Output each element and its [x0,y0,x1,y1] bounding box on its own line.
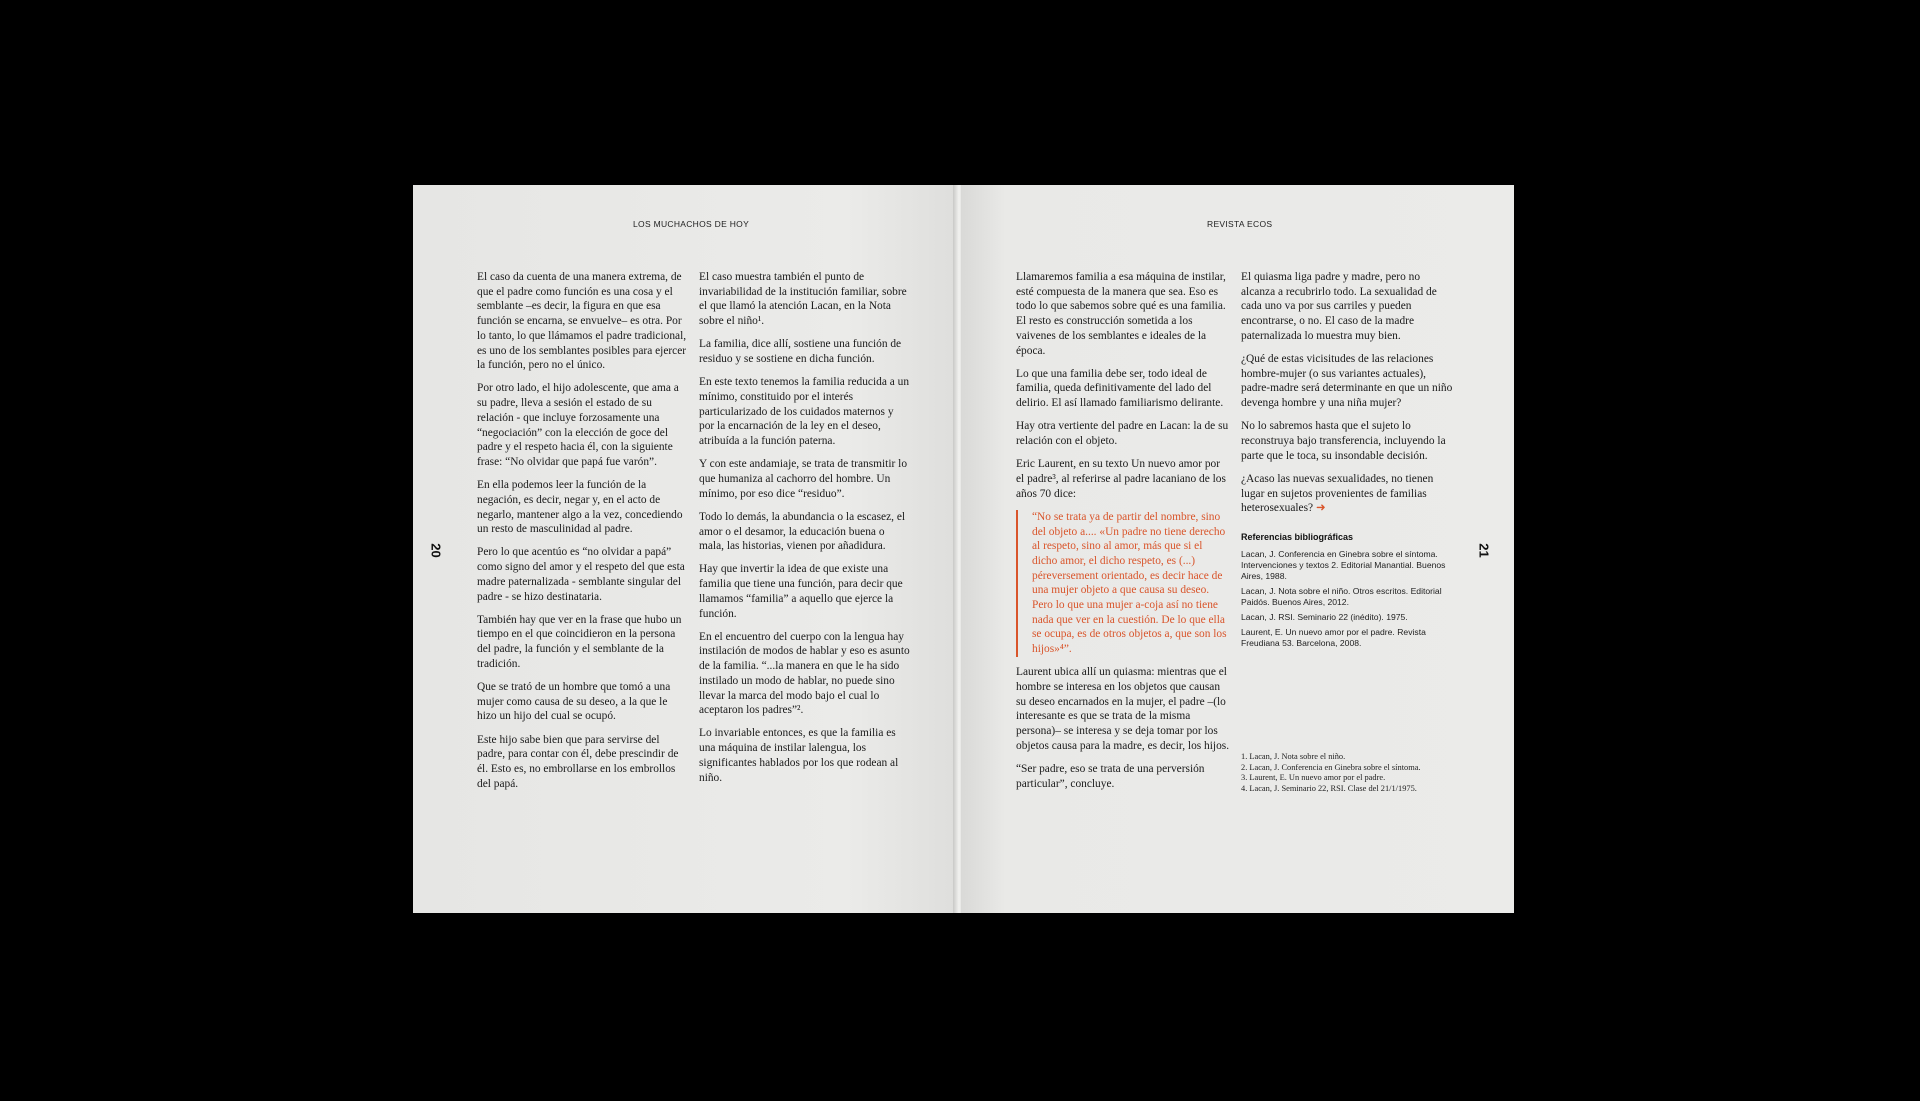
paragraph: ¿Qué de estas vicisitudes de las relaciones hombre-mujer (o sus variantes actuales), padre-madre será determinante en que un niño devenga hombre y una niña mujer? [1241,353,1453,410]
paragraph: Que se trató de un hombre que tomó a una mujer como causa de su deseo, a la que le hizo un hijo del cual se ocupó. [477,681,671,723]
text-column-1 [1016,270,1230,800]
reference-item: Lacan, J. Conferencia en Ginebra sobre el síntoma. Intervenciones y textos 2. Editorial Manantial. Buenos Aires, 1988. [1241,548,1446,581]
paragraph: Y con este andamiaje, se trata de transmitir lo que humaniza al cachorro del hombre. Un mínimo, por eso dice “residuo”. [699,458,908,500]
paragraph: Hay que invertir la idea de que existe una familia que tiene una función, para decir que llamamos “familia” a aquello que ejerce la función. [699,563,903,620]
left-page [413,185,957,913]
footnote: 4. Lacan, J. Seminario 22, RSI. Clase del 21/1/1975. [1241,783,1417,793]
pull-quote: “No se trata ya de partir del nombre, sino del objeto a.... «Un padre no tiene derecho al respeto, sino al amor, más que si el dicho amor, el dicho respeto, es (...) péreversement orientado, es decir hace de una mujer objeto a que causa su deseo. Pero lo que una mujer a-coja así no tiene nada que ver en la cuestión. De lo que ella se ocupa, es de otros objetos a, que son los hijos»⁴”. [1016,510,1230,657]
paragraph: Lo invariable entonces, es que la familia es una máquina de instilar lalengua, los significantes hablados por los que rodean al niño. [699,727,899,784]
paragraph: Laurent ubica allí un quiasma: mientras que el hombre se interesa en los objetos que causan su deseo encarnados en la mujer, el padre –(lo interesante es que se trata de la misma persona)– se interesa y se deja tomar por los objetos causa para la madre, es decir, los hijos. [1016,666,1230,752]
paragraph: No lo sabremos hasta que el sujeto lo reconstruya bajo transferencia, incluyendo la parte que le toca, su insondable decisión. [1241,420,1446,462]
paragraph: Hay otra vertiente del padre en Lacan: la de su relación con el objeto. [1016,420,1229,448]
references-title: Referencias bibliográficas [1241,532,1354,543]
footnote: 1. Lacan, J. Nota sobre el niño. [1241,752,1346,761]
running-head: LOS MUCHACHOS DE HOY [633,219,750,229]
footnote: 3. Laurent, E. Un nuevo amor por el padre. [1241,773,1386,782]
page-number: 20 [428,543,444,558]
footnotes [1241,752,1456,794]
magazine-spread [413,185,1514,913]
right-page [961,185,1514,913]
paragraph: En este texto tenemos la familia reducida a un mínimo, constituido por el interés particularizado de los cuidados maternos y por la encarnación de la ley en el deseo, atribuída a la función paterna. [699,376,910,448]
reference-item: Lacan, J. RSI. Seminario 22 (inédito). 1975. [1241,611,1408,622]
page-number: 21 [1476,543,1492,558]
paragraph: El caso da cuenta de una manera extrema, de que el padre como función es una cosa y el semblante –es decir, la figura en que esa función se encarna, se envuelve– es otra. Por lo tanto, lo que llámamos el padre tradicional, es uno de los semblantes posibles para ejercer la función, pero no el único. [477,271,687,372]
paragraph: La familia, dice allí, sostiene una función de residuo y se sostiene en dicha función. [699,338,902,366]
paragraph: En el encuentro del cuerpo con la lengua hay instilación de modos de hablar y eso es asunto de la familia. “...la manera en que le ha sido instilado un modo de hablar, no puede sino llevar la marca del modo bajo el cual lo aceptaron los padres”². [699,630,910,717]
paragraph [1241,472,1456,516]
reference-item: Laurent, E. Un nuevo amor por el padre. Revista Freudiana 53. Barcelona, 2008. [1241,626,1426,648]
paragraph: El caso muestra también el punto de invariabilidad de la institución familiar, sobre el que llamó la atención Lacan, en la Nota sobre el niño¹. [699,271,907,328]
running-head: REVISTA ECOS [1207,219,1273,229]
paragraph: Por otro lado, el hijo adolescente, que ama a su padre, lleva a sesión el estado de su relación - que incluye forzosamente una “negociación” con la elección de goce del padre y el respeto hacia él, con la siguiente frase: “No olvidar que papá fue varón”. [477,382,679,468]
paragraph: Todo lo demás, la abundancia o la escasez, el amor o el desamor, la educación buena o mala, las historias, vienen por añadidura. [699,510,906,553]
end-mark-icon: ➜ [1315,502,1326,515]
paragraph: Eric Laurent, en su texto Un nuevo amor por el padre³, al referirse al padre lacaniano de los años 70 dice: [1016,458,1226,500]
text-column-2 [1241,270,1456,653]
text-column-1 [477,270,687,800]
paragraph: El quiasma liga padre y madre, pero no alcanza a recubrirlo todo. La sexualidad de cada uno va por sus carriles y pueden encontrarse, o no. El caso de la madre paternalizada lo muestra muy bien. [1241,271,1437,342]
paragraph: “Ser padre, eso se trata de una perversión particular”, concluye. [1016,763,1205,790]
paragraph-text: ¿Acaso las nuevas sexualidades, no tienen lugar en sujetos provenientes de familias heterosexuales? [1241,472,1434,515]
paragraph: También hay que ver en la frase que hubo un tiempo en el que coincidieron en la persona del padre, la función y el semblante de la tradición. [477,613,682,670]
paragraph: Lo que una familia debe ser, todo ideal de familia, queda definitivamente del lado del delirio. El así llamado familiarismo delirante. [1016,367,1224,410]
paragraph: Este hijo sabe bien que para servirse del padre, para contar con él, debe prescindir de él. Esto es, no embrollarse en los embrollos del papá. [477,733,679,790]
reference-item: Lacan, J. Nota sobre el niño. Otros escritos. Editorial Paidós. Buenos Aires, 2012. [1241,585,1442,607]
text-column-2 [699,270,911,794]
footnote: 2. Lacan, J. Conferencia en Ginebra sobre el síntoma. [1241,762,1421,772]
paragraph: En ella podemos leer la función de la negación, es decir, negar y, en el acto de negarlo, mantener algo a la vez, concediendo un resto de masculinidad al padre. [477,479,683,536]
paragraph: Pero lo que acentúo es “no olvidar a papá” como signo del amor y el respeto del que esta madre paternalizada - semblante singular del padre - se hizo destinataria. [477,546,685,603]
paragraph: Llamaremos familia a esa máquina de instilar, esté compuesta de la manera que sea. Eso es todo lo que sabemos sobre qué es una familia. El resto es construcción sometida a los vaivenes de los semblantes e ideales de la época. [1016,271,1226,357]
